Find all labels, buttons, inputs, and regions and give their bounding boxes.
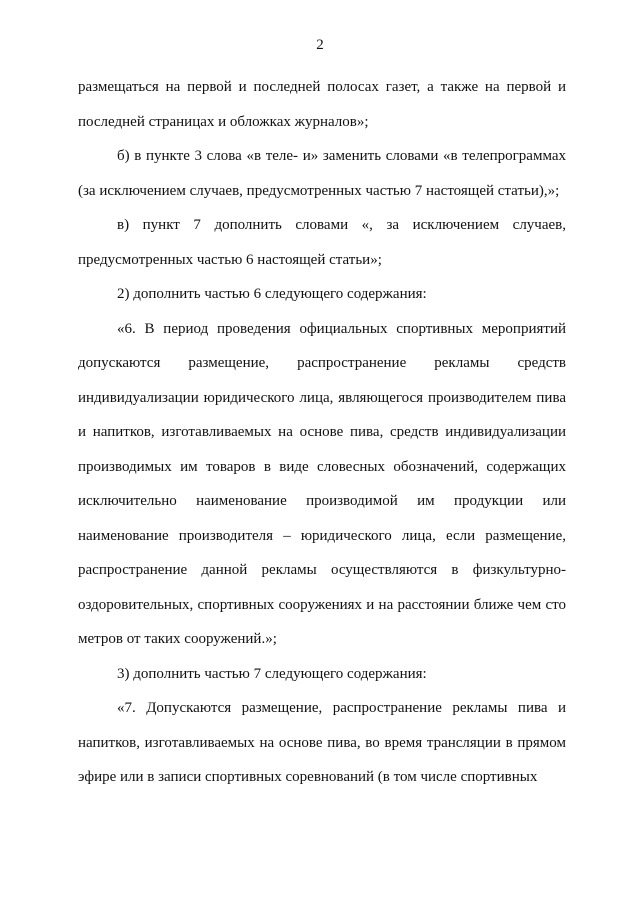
paragraph-item-v: в) пункт 7 дополнить словами «, за исключением случаев, предусмотренных частью 6 настоящей статьи»; xyxy=(78,217,566,268)
page-number: 2 xyxy=(316,37,324,53)
paragraph-continuation: размещаться на первой и последней полосах газет, а также на первой и последней страницах и обложках журналов»; xyxy=(78,79,566,130)
paragraph-item-3: 3) дополнить частью 7 следующего содержания: xyxy=(117,665,427,682)
paragraph-part-6: «6. В период проведения официальных спортивных мероприятий допускаются размещение, распространение рекламы средств индивидуализации юридического лица, являющегося производителем пива и напитков, изготавливаемых на основе пива, средств индивидуализации производимых им товаров в виде словесных обозначений, содержащих исключительно наименование производимой им продукции или наименование производителя – юридического лица, если размещение, распространение данной рекламы осуществляются в физкультурно-оздоровительных, спортивных сооружениях и на расстоянии ближе чем сто метров от таких сооружений.»; xyxy=(78,320,566,647)
paragraph-item-b: б) в пункте 3 слова «в теле- и» заменить словами «в телепрограммах (за исключением случаев, предусмотренных частью 7 настоящей статьи),»; xyxy=(78,148,566,199)
paragraph-part-7: «7. Допускаются размещение, распространение рекламы пива и напитков, изготавливаемых на основе пива, во время трансляции в прямом эфире или в записи спортивных соревнований (в том числе спортивных xyxy=(78,700,566,785)
document-body xyxy=(78,70,566,795)
paragraph-item-2: 2) дополнить частью 6 следующего содержания: xyxy=(117,286,427,302)
